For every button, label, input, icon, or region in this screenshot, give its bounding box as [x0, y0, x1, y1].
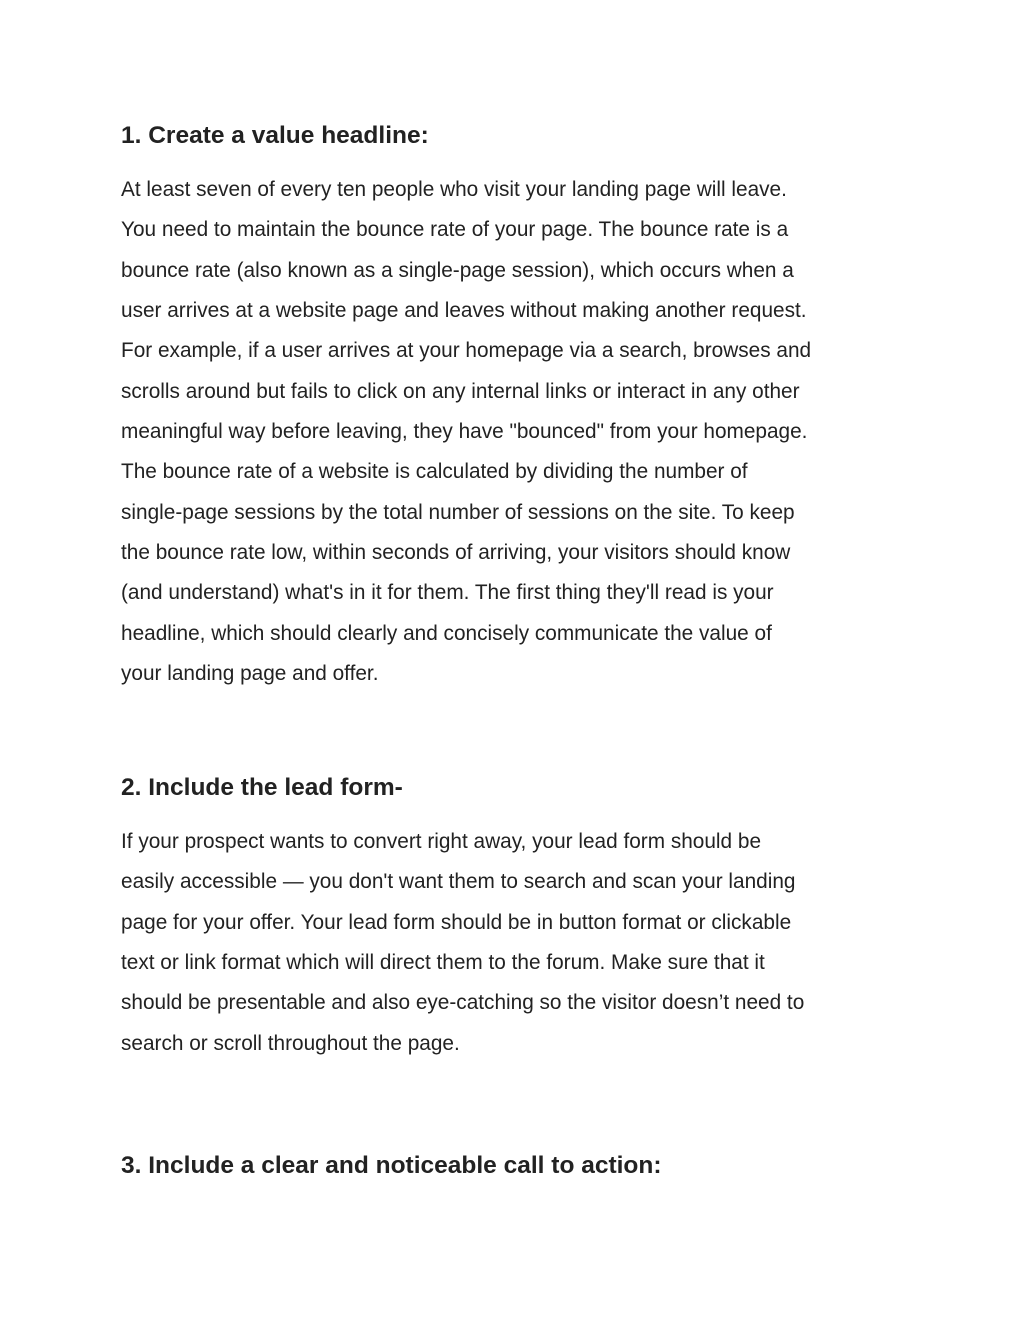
- paragraph-line: scrolls around but fails to click on any internal links or interact in any other: [121, 379, 800, 403]
- section-paragraph-value-headline: [121, 170, 911, 694]
- paragraph-line: The bounce rate of a website is calculated by dividing the number of: [121, 460, 748, 484]
- paragraph-line: For example, if a user arrives at your homepage via a search, browses and: [121, 339, 812, 363]
- paragraph-line: meaningful way before leaving, they have "bounced" from your homepage.: [121, 420, 808, 444]
- paragraph-line: your landing page and offer.: [121, 662, 379, 686]
- paragraph-line: user arrives at a website page and leaves without making another request.: [121, 299, 807, 323]
- section-heading-lead-form: 2. Include the lead form-: [121, 774, 403, 801]
- paragraph-line: search or scroll throughout the page.: [121, 1031, 460, 1055]
- paragraph-line: single-page sessions by the total number of sessions on the site. To keep: [121, 500, 795, 524]
- section-paragraph-lead-form: [121, 822, 911, 1064]
- section-heading-value-headline: 1. Create a value headline:: [121, 122, 429, 149]
- section-heading-call-to-action: 3. Include a clear and noticeable call to action:: [121, 1152, 662, 1179]
- paragraph-line: At least seven of every ten people who visit your landing page will leave.: [121, 178, 787, 201]
- paragraph-line: (and understand) what's in it for them. The first thing they'll read is your: [121, 581, 774, 605]
- paragraph-line: easily accessible — you don't want them to search and scan your landing: [121, 870, 796, 894]
- paragraph-line: headline, which should clearly and concisely communicate the value of: [121, 621, 772, 645]
- paragraph-line: page for your offer. Your lead form should be in button format or clickable: [121, 910, 792, 934]
- paragraph-line: should be presentable and also eye-catching so the visitor doesn’t need to: [121, 991, 805, 1015]
- paragraph-line: bounce rate (also known as a single-page session), which occurs when a: [121, 258, 794, 282]
- paragraph-line: text or link format which will direct them to the forum. Make sure that it: [121, 951, 765, 975]
- paragraph-line: the bounce rate low, within seconds of arriving, your visitors should know: [121, 541, 791, 565]
- paragraph-line: If your prospect wants to convert right away, your lead form should be: [121, 830, 762, 853]
- paragraph-line: You need to maintain the bounce rate of your page. The bounce rate is a: [121, 218, 789, 242]
